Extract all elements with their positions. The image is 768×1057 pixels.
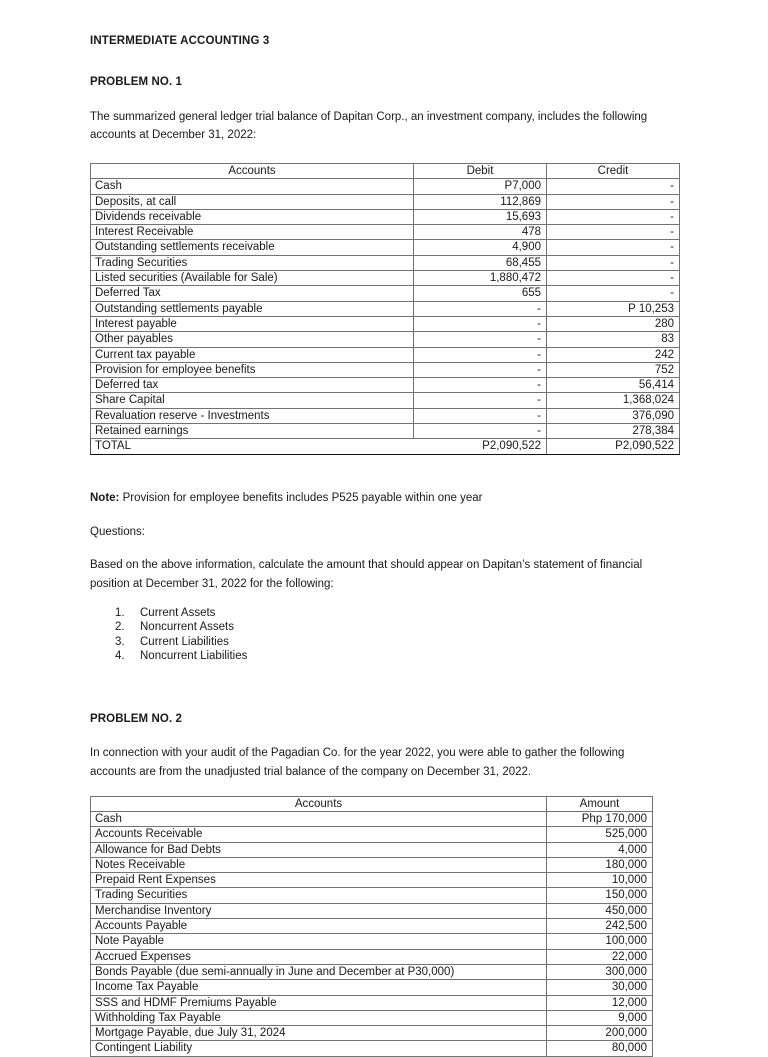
table-row [91,301,680,316]
table-header-row [91,796,653,811]
table-row [91,1010,653,1025]
cell-account: Retained earnings [91,424,414,439]
cell-account: Share Capital [91,393,414,408]
cell-amount: 150,000 [547,888,653,903]
list-item-label: Noncurrent Liabilities [140,650,248,663]
table-row [91,857,653,872]
cell-credit: 376,090 [547,408,680,423]
cell-debit: P7,000 [414,179,547,194]
cell-account: Outstanding settlements receivable [91,240,414,255]
table-row [91,1041,653,1056]
column-header-accounts: Accounts [91,796,547,811]
cell-amount: 10,000 [547,873,653,888]
cell-credit: 242 [547,347,680,362]
table-row [91,827,653,842]
cell-credit: P 10,253 [547,301,680,316]
cell-account: Allowance for Bad Debts [91,842,547,857]
list-item-number: 3. [115,635,125,648]
table-row [91,980,653,995]
table-row [91,316,680,331]
list-item-label: Current Assets [140,606,216,619]
cell-credit: - [547,179,680,194]
cell-account: Deferred tax [91,378,414,393]
cell-amount: 12,000 [547,995,653,1010]
cell-credit: - [547,286,680,301]
table-row [91,873,653,888]
table-row [91,255,680,270]
spacer [90,666,680,712]
problem-1-note [90,489,680,507]
list-item-number: 4. [115,650,125,663]
problem-1-questions-intro: Based on the above information, calculate the amount that should appear on Dapitan’s statement of financial position at December 31, 2022 for the following: [90,559,643,591]
cell-amount: 30,000 [547,980,653,995]
table-row [91,393,680,408]
cell-debit: 1,880,472 [414,271,547,286]
cell-account: SSS and HDMF Premiums Payable [91,995,547,1010]
cell-amount: 180,000 [547,857,653,872]
cell-credit: 278,384 [547,424,680,439]
problem-1-intro: The summarized general ledger trial balance of Dapitan Corp., an investment company, includes the following accounts at December 31, 2022: [90,110,648,142]
cell-credit: 56,414 [547,378,680,393]
cell-account: Current tax payable [91,347,414,362]
cell-credit: - [547,255,680,270]
column-header-amount: Amount [547,796,653,811]
cell-amount: 100,000 [547,934,653,949]
cell-amount: 22,000 [547,949,653,964]
pagadian-table-header [91,796,653,811]
problem-1-question-list [90,608,680,666]
table-row [91,919,653,934]
note-label: Note: [90,491,120,504]
cell-account: Cash [91,811,547,826]
cell-debit: - [414,378,547,393]
table-row [91,271,680,286]
cell-account: Trading Securities [91,255,414,270]
list-item-label: Current Liabilities [140,635,229,648]
table-row [91,995,653,1010]
total-debit: P2,090,522 [414,439,547,454]
cell-account: Accounts Receivable [91,827,547,842]
cell-account: Other payables [91,332,414,347]
cell-account: Merchandise Inventory [91,903,547,918]
table-row [91,347,680,362]
cell-account: Interest payable [91,316,414,331]
list-item [90,651,680,666]
cell-amount: 200,000 [547,1026,653,1041]
questions-label: Questions: [90,526,145,539]
total-label: TOTAL [91,439,414,454]
cell-account: Deferred Tax [91,286,414,301]
cell-account: Trading Securities [91,888,547,903]
table-row [91,964,653,979]
cell-amount: 525,000 [547,827,653,842]
cell-account: Bonds Payable (due semi-annually in June and December at P30,000) [91,964,547,979]
cell-account: Provision for employee benefits [91,362,414,377]
cell-debit: 68,455 [414,255,547,270]
cell-account: Interest Receivable [91,225,414,240]
cell-debit: - [414,362,547,377]
column-header-credit: Credit [547,164,680,179]
trial-balance-table [90,163,680,455]
table-row [91,934,653,949]
list-item-number: 2. [115,621,125,634]
cell-debit: - [414,347,547,362]
cell-account: Dividends receivable [91,209,414,224]
table-row [91,240,680,255]
cell-debit: - [414,393,547,408]
cell-account: Mortgage Payable, due July 31, 2024 [91,1026,547,1041]
cell-account: Deposits, at call [91,194,414,209]
cell-credit: - [547,240,680,255]
trial-balance-body [91,179,680,454]
cell-debit: 655 [414,286,547,301]
cell-credit: 280 [547,316,680,331]
table-row [91,811,653,826]
table-row [91,888,653,903]
list-item [90,622,680,637]
cell-credit: 83 [547,332,680,347]
table-row [91,209,680,224]
cell-account: Prepaid Rent Expenses [91,873,547,888]
cell-credit: 752 [547,362,680,377]
cell-amount: 4,000 [547,842,653,857]
trial-balance-header [91,164,680,179]
table-row [91,424,680,439]
cell-account: Accounts Payable [91,919,547,934]
table-row [91,378,680,393]
pagadian-table-body [91,811,653,1056]
cell-debit: 478 [414,225,547,240]
cell-amount: 9,000 [547,1010,653,1025]
spacer [90,455,680,489]
pagadian-accounts-table [90,796,653,1057]
cell-credit: - [547,209,680,224]
table-row [91,408,680,423]
cell-account: Withholding Tax Payable [91,1010,547,1025]
table-row [91,903,653,918]
table-row [91,194,680,209]
cell-debit: 112,869 [414,194,547,209]
page-title: INTERMEDIATE ACCOUNTING 3 [90,35,270,47]
cell-debit: - [414,316,547,331]
table-header-row [91,164,680,179]
cell-credit: - [547,225,680,240]
cell-account: Notes Receivable [91,857,547,872]
cell-amount: 242,500 [547,919,653,934]
cell-amount: 450,000 [547,903,653,918]
table-row [91,332,680,347]
problem-2-heading: PROBLEM NO. 2 [90,713,183,726]
cell-amount: Php 170,000 [547,811,653,826]
cell-account: Accrued Expenses [91,949,547,964]
total-credit: P2,090,522 [547,439,680,454]
cell-debit: - [414,424,547,439]
table-row [91,949,653,964]
cell-credit: - [547,271,680,286]
column-header-accounts: Accounts [91,164,414,179]
cell-account: Outstanding settlements payable [91,301,414,316]
problem-2-intro: In connection with your audit of the Pagadian Co. for the year 2022, you were able to gather the following accounts are from the unadjusted trial balance of the company on December 31, 2022. [90,747,625,779]
table-row [91,842,653,857]
document-content [90,34,680,1057]
table-row [91,1026,653,1041]
column-header-debit: Debit [414,164,547,179]
note-text: Provision for employee benefits includes P525 payable within one year [119,491,483,504]
list-item-label: Noncurrent Assets [140,621,234,634]
table-row [91,179,680,194]
cell-debit: - [414,332,547,347]
list-item [90,608,680,623]
cell-account: Listed securities (Available for Sale) [91,271,414,286]
cell-amount: 300,000 [547,964,653,979]
list-item [90,637,680,652]
table-row [91,225,680,240]
table-row [91,286,680,301]
problem-1-heading: PROBLEM NO. 1 [90,76,183,89]
cell-debit: - [414,408,547,423]
cell-account: Revaluation reserve - Investments [91,408,414,423]
cell-amount: 80,000 [547,1041,653,1056]
cell-credit: 1,368,024 [547,393,680,408]
cell-credit: - [547,194,680,209]
list-item-number: 1. [115,606,125,619]
table-row [91,362,680,377]
cell-debit: 15,693 [414,209,547,224]
cell-account: Contingent Liability [91,1041,547,1056]
cell-debit: - [414,301,547,316]
cell-account: Cash [91,179,414,194]
cell-account: Note Payable [91,934,547,949]
table-total-row [91,439,680,454]
cell-debit: 4,900 [414,240,547,255]
cell-account: Income Tax Payable [91,980,547,995]
